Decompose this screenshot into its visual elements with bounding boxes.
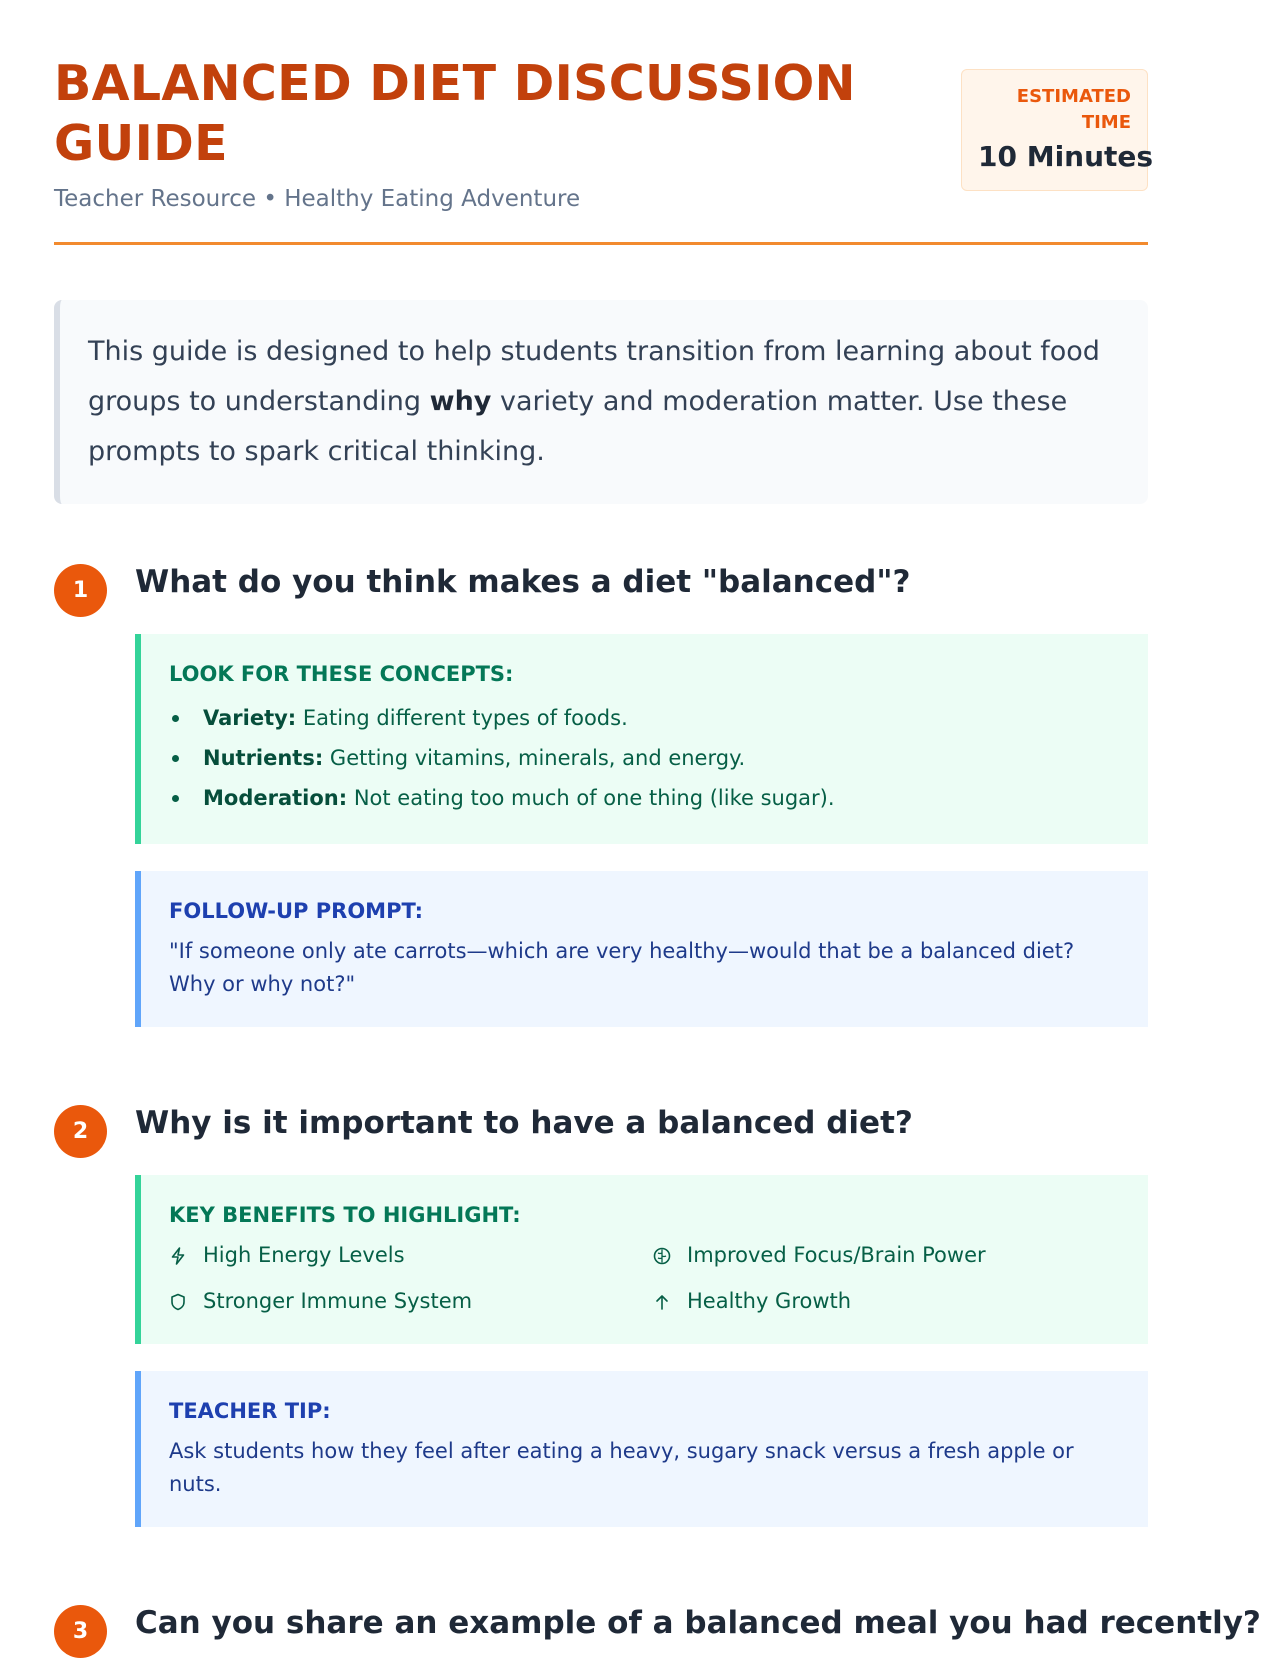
estimated-time-label: ESTIMATED TIME [1016, 86, 1131, 133]
question-3 [54, 1601, 1261, 1645]
question-1 [54, 560, 1148, 1027]
question-text: What do you think makes a diet "balanced"? [135, 564, 911, 600]
benefit-label: Stronger Immune System [203, 1289, 473, 1313]
estimated-time-card [961, 69, 1154, 191]
question-text: Can you share an example of a balanced meal you had recently? [135, 1605, 1261, 1641]
benefit-item [653, 1239, 1120, 1272]
benefits-grid [169, 1239, 1120, 1318]
lightning-icon [169, 1247, 187, 1265]
page-title: BALANCED DIET DISCUSSION GUIDE [54, 55, 856, 172]
concept-term: Variety: [203, 706, 297, 730]
concepts-label: LOOK FOR THESE CONCEPTS: [169, 662, 514, 686]
question-2 [54, 1101, 1148, 1527]
concept-item [169, 698, 1120, 738]
estimated-time-value: 10 Minutes [978, 140, 1154, 173]
concept-item [169, 778, 1120, 818]
intro-text: This guide is designed to help students transition from learning about food groups to understanding [88, 336, 1100, 417]
guide-header [54, 54, 1154, 245]
intro-emphasis: why [429, 386, 492, 417]
follow-up-text: "If someone only ate carrots—which are very healthy—would that be a balanced diet? Why or why not?" [169, 939, 1075, 996]
teacher-tip-label: TEACHER TIP: [169, 1399, 331, 1423]
concepts-list [169, 698, 1120, 818]
follow-up-box [135, 871, 1148, 1027]
benefits-box [135, 1175, 1148, 1344]
arrow-up-icon [653, 1294, 671, 1310]
intro-text-end: variety and moderation matter. Use these prompts to spark critical thinking. [88, 386, 1068, 467]
benefit-item [169, 1239, 653, 1272]
concept-term: Moderation: [203, 786, 348, 810]
question-text: Why is it important to have a balanced diet? [135, 1105, 913, 1141]
title-block [54, 54, 874, 212]
concepts-box [135, 634, 1148, 844]
teacher-tip-text: Ask students how they feel after eating a heavy, sugary snack versus a fresh apple or nuts. [169, 1439, 1074, 1496]
brain-icon [653, 1247, 671, 1265]
concept-desc: Eating different types of foods. [296, 706, 628, 730]
teacher-tip-box [135, 1371, 1148, 1527]
concept-desc: Not eating too much of one thing (like sugar). [347, 786, 835, 810]
question-number-badge: 2 [54, 1105, 107, 1158]
benefits-label: KEY BENEFITS TO HIGHLIGHT: [169, 1203, 521, 1227]
question-number-badge: 3 [54, 1605, 107, 1658]
benefit-label: Improved Focus/Brain Power [687, 1243, 986, 1267]
benefit-label: High Energy Levels [203, 1243, 405, 1267]
page-subtitle: Teacher Resource • Healthy Eating Adventure [54, 186, 581, 212]
follow-up-label: FOLLOW-UP PROMPT: [169, 899, 424, 923]
question-number-badge: 1 [54, 564, 107, 617]
shield-icon [169, 1293, 187, 1311]
benefit-item [653, 1285, 1120, 1318]
benefit-label: Healthy Growth [687, 1289, 852, 1313]
benefit-item [169, 1285, 653, 1318]
concept-desc: Getting vitamins, minerals, and energy. [323, 746, 746, 770]
intro-callout [54, 300, 1148, 504]
concept-term: Nutrients: [203, 746, 324, 770]
concept-item [169, 738, 1120, 778]
